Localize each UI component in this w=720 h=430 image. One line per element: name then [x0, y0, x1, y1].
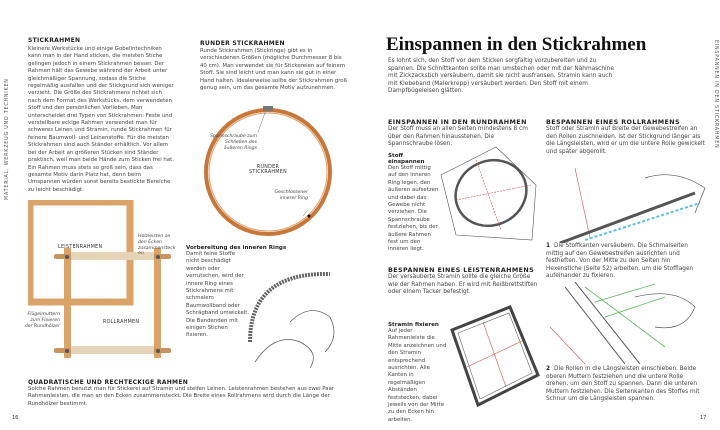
- stoff-einspannen-heading: Stoff einspannen: [388, 153, 425, 165]
- roll-frame-step1-illustration: [545, 168, 710, 243]
- caption-corners: Holzleisten an den Ecken zusammenstecken: [138, 234, 176, 257]
- stretcher-frame-illustration: [450, 305, 542, 415]
- roll-frame-step2-illustration: [545, 282, 710, 364]
- stickrahmen-section: [28, 37, 174, 194]
- roll-section: [546, 118, 706, 156]
- quadratisch-section: [28, 379, 338, 408]
- stoff-einspannen-body: Den Stoff mittig auf den inneren Ring legen, den äußeren aufsetzen und dabei das Gewebe nicht verziehen. Die Spannschraube festziehen, bis der äußere Rahmen fest um den inneren liegt.: [388, 165, 439, 253]
- left-side-label: MATERIAL, WERKZEUG UND TECHNIKEN: [5, 78, 10, 200]
- vorbereitung-body: Damit feine Stoffe nicht beschädigt werden oder verrutschen, wird der innere Ring eines Stickrahmens mit schmalem Baumwollband oder Schrägband umwickelt. Die Bandenden mit einigen Stichen fixieren.: [186, 251, 250, 339]
- quadratisch-heading: QUADRATISCHE UND RECHTECKIGE RAHMEN: [28, 379, 189, 386]
- step-2-text: Die Rollen in die Längsleisten einschieben. Beide oberen Muttern festziehen und die untere Rolle drehen, um den Stoff zu spannen. Dann die unteren Muttern festziehen. Die Seitenkanten des Stoffes mit Schnur um die Längsleisten spannen.: [546, 366, 700, 403]
- quadratisch-body: Solche Rahmen benutzt man für Stickerei auf Stramin und steifen Leinen. Leistenrahmen bestehen aus zwei Paar Rahmenleisten, die man an den Ecken zusammensteckt. Die Breite eines Rollrahmens wird durch die Länge der Rundhölzer bestimmt.: [28, 386, 335, 407]
- stramin-fixieren-heading: Stramin fixieren: [388, 322, 439, 328]
- rollrahmen-label: ROLLRAHMEN: [103, 320, 140, 325]
- step-1-text: Die Stoffkanten versäubern. Die Schmalseiten mittig auf den Gewebestreifen ausrichten und festheften. Von der Mitte zu den Seiten hin Hexenstiche (Seite 52) arbeiten, um die Stofflagen aufeinander zu fixieren.: [546, 243, 694, 280]
- page-number-right: 17: [700, 415, 707, 421]
- frames-illustration: [28, 200, 178, 368]
- intro-text: Es lohnt sich, den Stoff vor dem Sticken sorgfältig vorzubereiten und zu spannen. Die Schnittkanten sollte man umstechen oder mit der Nähmaschine mit Zickzackstich versäubern, damit sie nicht ausfransen. Stramin kann auch mit Klebeband (Malerkrepp) versäubert werden. Den Stoff mit einem Dampfbügeleisen glätten.: [388, 58, 614, 95]
- runder-section: [200, 40, 350, 92]
- caption-screw: Spannschraube zum Schließen des äußeren Rings: [210, 134, 257, 151]
- page-number-left: 16: [12, 415, 19, 421]
- right-side-label: EINSPANNEN IN DEN STICKRAHMEN: [713, 40, 718, 149]
- roll-body: Stoff oder Stramin auf Breite der Gewebestreifen an den Rollen zuschneiden. Ist der Stickgrund länger als die Längsleisten, wird er um die untere Rolle gewickelt und später abgerollt.: [546, 126, 705, 155]
- caption-nuts: Flügelmuttern zum Fixieren der Rundhölzer: [24, 312, 60, 329]
- runder-body: Runde Stickrahmen (Stickringe) gibt es in verschiedenen Größen (mögliche Durchmesser 8 bis 40 cm). Man verwendet sie für Stickereien auf feinem Stoff. Sie sind leicht und man kann sie gut in einer Hand halten. Idealerweise sollte der Stickrahmen groß genug sein, um das gesamte Motiv aufzunehmen.: [200, 48, 348, 92]
- stickrahmen-heading: STICKRAHMEN: [28, 37, 81, 44]
- stoff-einspannen: [388, 153, 441, 254]
- round-hoop-label: RUNDER STICKRAHMEN: [249, 165, 287, 175]
- leisten-section: [388, 266, 538, 297]
- roll-heading: BESPANNEN EINES ROLLRAHMENS: [546, 118, 680, 126]
- leisten-body: Der versäuberte Stramin sollte die gleiche Größe wie der Rahmen haben. Er wird mit Reißbrettstiften oder einem Tacker befestigt.: [388, 274, 538, 296]
- runder-heading: RUNDER STICKRAHMEN: [200, 40, 285, 47]
- stickrahmen-body: Kleinere Werkstücke und einige Gobelintechniken kann man in der Hand sticken, die meisten Stiche gelingen jedoch in einem Stickrahmen besser. Der Rahmen hält das Gewebe während der Arbeit unter gleichmäßiger Spannung, sodass die Stiche regelmäßig ausfallen und der Stickgrund sich weniger verzieht. Die Größe des Stickrahmens richtet sich nach dem Format des Werkstücks, dem verwendeten Stoff und den persönlichen Vorlieben. Man unterscheidet drei Typen von Stickrahmen: Feste und verstellbare eckige Rahmen verwendet man für schweres Leinen und Stramin, runde Stickrahmen für feinere Baumwoll- und Leinenstoffe. Für die meisten Stickrahmen sind auch Ständer erhältlich. Vor allem bei der Arbeit an größeren Stücken sind Ständer praktisch, weil man beide Hände zum Sticken frei hat. Ein Rahmen muss stets so groß sein, dass das gesamte Motiv darin Platz hat, denn beim Umspannen würden sonst bereits bestickte Bereiche zu leicht beschädigt.: [28, 46, 174, 193]
- rund-heading: EINSPANNEN IN DEN RUNDRAHMEN: [388, 118, 527, 126]
- hoop-fabric-illustration: [436, 145, 540, 245]
- stramin-fixieren-body: Auf jeder Rahmenleiste die Mitte anzeichnen und den Stramin entsprechend ausrichten. Alle Kanten in regelmäßigen Abständen feststecken, dabei jeweils von der Mitte zu den Ecken hin arbeiten.: [388, 328, 447, 423]
- page-title: Einspannen in den Stickrahmen: [386, 34, 647, 55]
- roll-step-1: [546, 243, 706, 281]
- step-1-number: 1: [546, 243, 551, 249]
- vorbereitung-heading: Vorbereitung des inneren Rings: [186, 245, 287, 251]
- rund-body: Der Stoff muss an allen Seiten mindestens 8 cm über den Rahmen hinausstehen. Die Spannschraube lösen.: [388, 126, 528, 148]
- leisten-heading: BESPANNEN EINES LEISTENRAHMENS: [388, 266, 535, 274]
- wrapping-ring-illustration: [230, 262, 355, 370]
- stramin-fixieren: [388, 322, 448, 424]
- step-2-number: 2: [546, 366, 551, 372]
- caption-inner-ring: Geschlossener innerer Ring: [274, 190, 308, 201]
- leistenrahmen-label: LEISTENRAHMEN: [58, 245, 103, 250]
- roll-step-2: [546, 366, 706, 404]
